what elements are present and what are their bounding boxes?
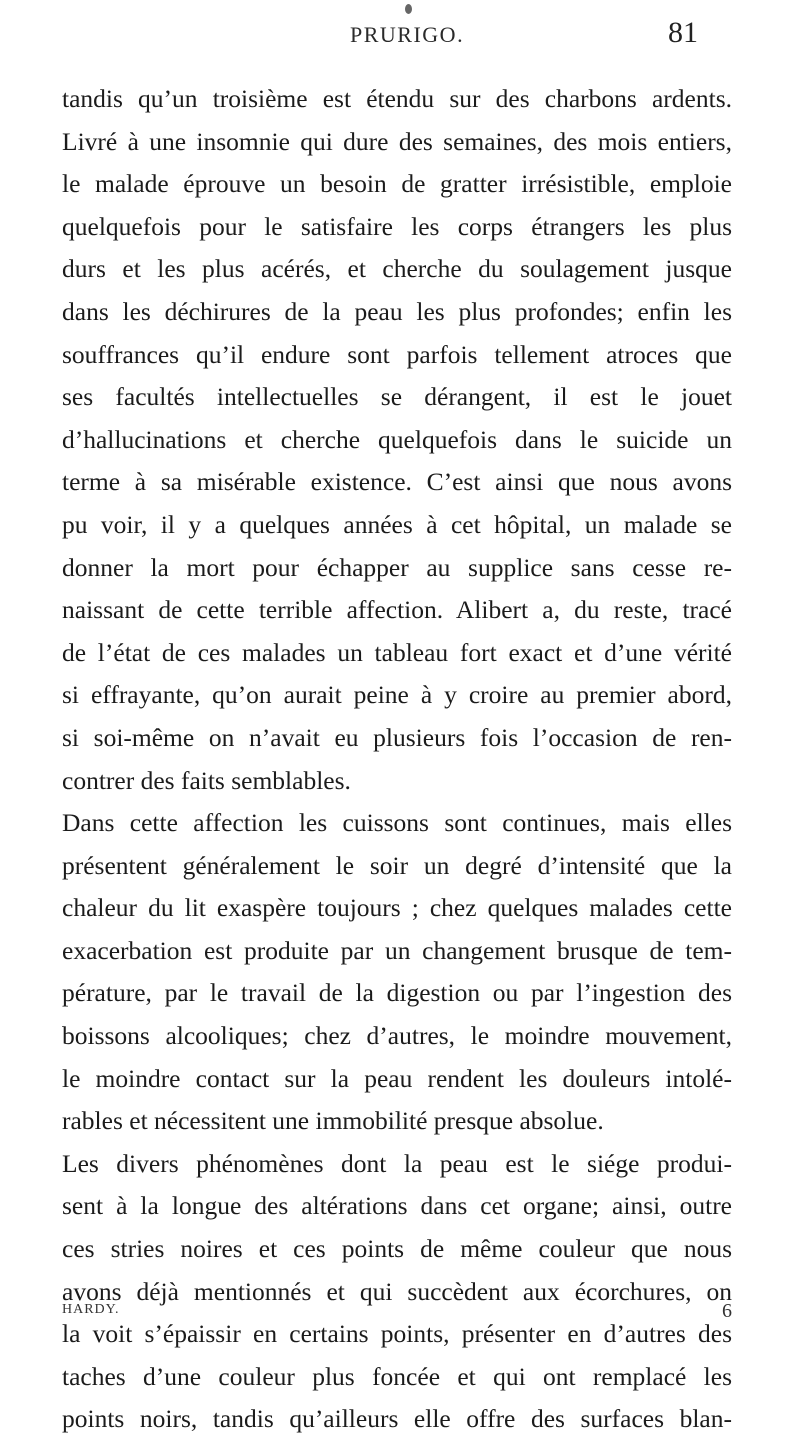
text-line: le malade éprouve un besoin de gratter irrésistible, emploie — [62, 169, 732, 199]
text-line: durs et les plus acérés, et cherche du soulagement jusque — [62, 254, 732, 284]
text-line: ses facultés intellectuelles se dérangent, il est le jouet — [62, 382, 732, 412]
text-line: avons déjà mentionnés et qui succèdent aux écorchures, on — [62, 1276, 732, 1306]
text-line: donner la mort pour échapper au supplice sans cesse re- — [62, 552, 732, 582]
page-number: 81 — [668, 16, 698, 49]
text-line: points noirs, tandis qu’ailleurs elle offre des surfaces blan- — [62, 1404, 732, 1434]
text-line: dans les déchirures de la peau les plus profondes; enfin les — [62, 296, 732, 326]
text-line: chaleur du lit exaspère toujours ; chez quelques malades cette — [62, 893, 732, 923]
text-line: souffrances qu’il endure sont parfois tellement atroces que — [62, 339, 732, 369]
text-line: naissant de cette terrible affection. Alibert a, du reste, tracé — [62, 595, 732, 625]
text-line: présentent généralement le soir un degré d’intensité que la — [62, 850, 732, 880]
text-line: la voit s’épaissir en certains points, présenter en d’autres des — [62, 1319, 732, 1349]
ink-spot — [405, 4, 412, 14]
text-line: terme à sa misérable existence. C’est ainsi que nous avons — [62, 467, 732, 497]
body-text — [62, 78, 732, 1441]
printer-signature: HARDY. — [62, 1302, 120, 1317]
page-footer — [62, 1302, 732, 1326]
text-line: le moindre contact sur la peau rendent les douleurs intolé- — [62, 1063, 732, 1093]
text-line: Dans cette affection les cuissons sont continues, mais elles — [62, 808, 732, 838]
text-line: si soi-même on n’avait eu plusieurs fois l’occasion de ren- — [62, 722, 732, 752]
text-line: sent à la longue des altérations dans cet organe; ainsi, outre — [62, 1191, 732, 1221]
text-line: ces stries noires et ces points de même couleur que nous — [62, 1234, 732, 1264]
text-line: contrer des faits semblables. — [62, 765, 351, 795]
text-line: exacerbation est produite par un changement brusque de tem- — [62, 935, 732, 965]
text-line: de l’état de ces malades un tableau fort exact et d’une vérité — [62, 637, 732, 667]
text-line: boissons alcooliques; chez d’autres, le moindre mouvement, — [62, 1021, 732, 1051]
text-line: quelquefois pour le satisfaire les corps étrangers les plus — [62, 211, 732, 241]
text-line: rables et nécessitent une immobilité presque absolue. — [62, 1106, 604, 1136]
running-head: PRURIGO. — [350, 22, 465, 47]
text-line: tandis qu’un troisième est étendu sur des charbons ardents. — [62, 84, 732, 113]
sheet-number: 6 — [722, 1300, 732, 1322]
text-line: pérature, par le travail de la digestion ou par l’ingestion des — [62, 978, 732, 1008]
text-line: si effrayante, qu’on aurait peine à y croire au premier abord, — [62, 680, 732, 710]
text-line: taches d’une couleur plus foncée et qui ont remplacé les — [62, 1361, 732, 1391]
text-line: d’hallucinations et cherche quelquefois dans le suicide un — [62, 424, 732, 454]
text-line: Livré à une insomnie qui dure des semaines, des mois entiers, — [62, 126, 732, 156]
text-line: Les divers phénomènes dont la peau est le siége produi- — [62, 1148, 732, 1178]
text-line: pu voir, il y a quelques années à cet hôpital, un malade se — [62, 509, 732, 539]
